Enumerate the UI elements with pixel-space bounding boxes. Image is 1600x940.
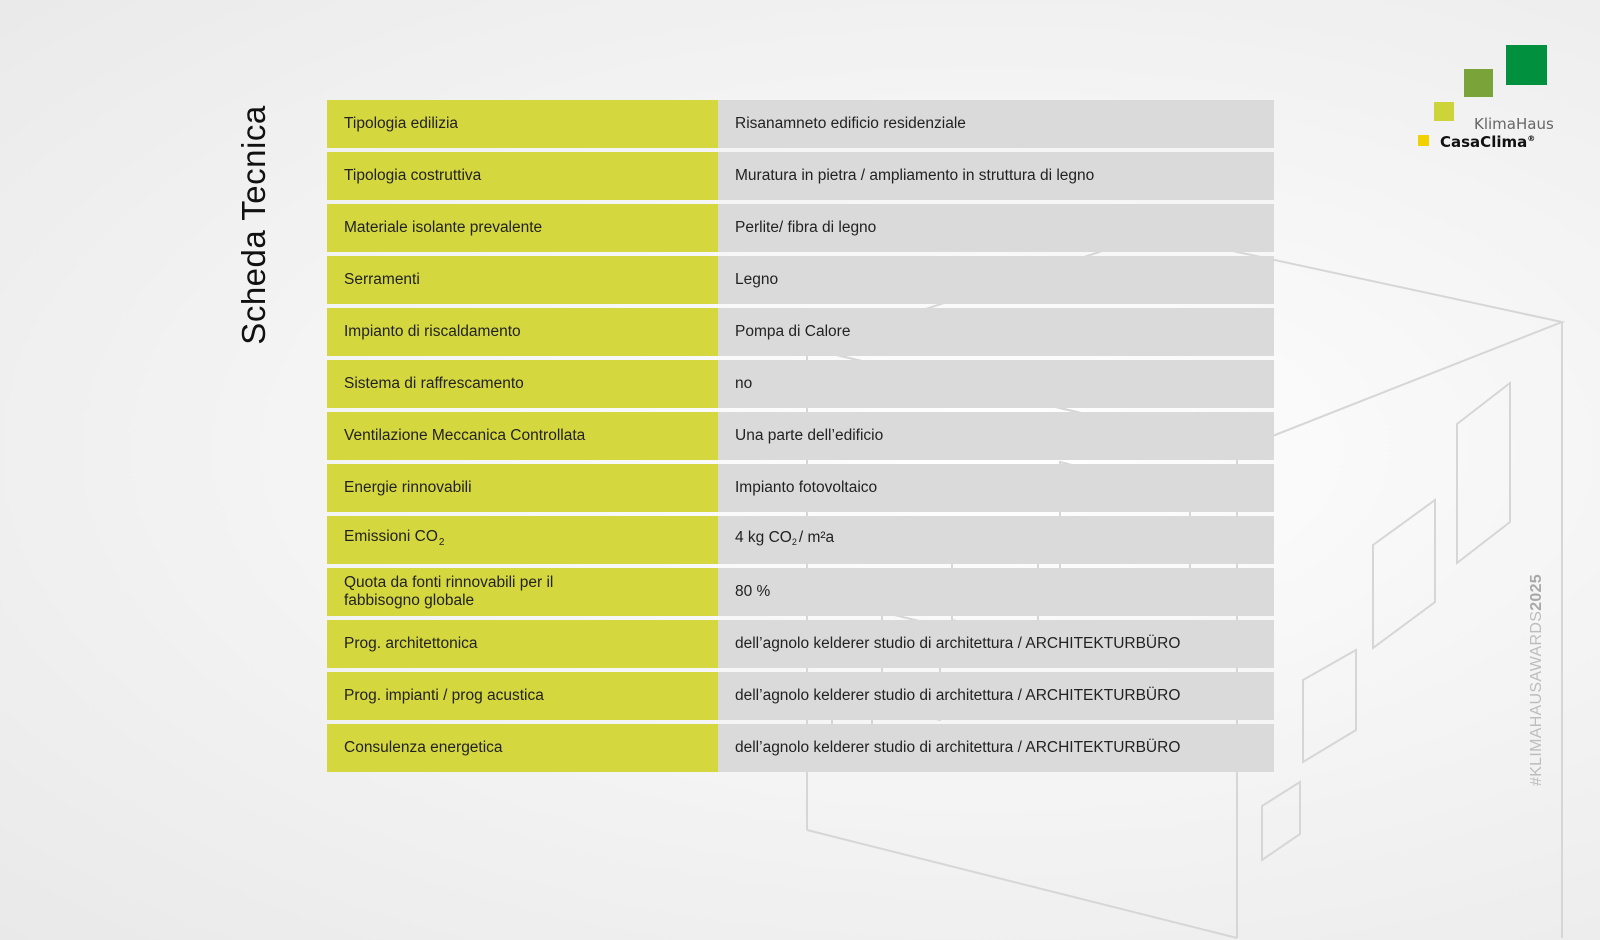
row-label: Prog. impianti / prog acustica (327, 672, 718, 720)
logo-casaclima-word: CasaClima (1440, 133, 1528, 151)
row-value: no (718, 360, 1274, 408)
row-label-line2: fabbisogno globale (344, 592, 475, 609)
row-value: dell’agnolo kelderer studio di architettura / ARCHITEKTURBÜRO (718, 672, 1274, 720)
row-label: Tipologia edilizia (327, 100, 718, 148)
row-value-subscript: 2 (791, 537, 797, 547)
row-value: Una parte dell’edificio (718, 412, 1274, 460)
spec-table (327, 96, 1274, 776)
row-label: Consulenza energetica (327, 724, 718, 772)
row-label (327, 568, 718, 616)
table-row (327, 672, 1274, 720)
row-label: Prog. architettonica (327, 620, 718, 668)
table-row (327, 620, 1274, 668)
registered-mark: ® (1527, 134, 1536, 143)
row-label: Materiale isolante prevalente (327, 204, 718, 252)
row-value: Risanamneto edificio residenziale (718, 100, 1274, 148)
table-row (327, 464, 1274, 512)
table-row (327, 152, 1274, 200)
klimahaus-casaclima-logo (1400, 40, 1560, 155)
row-value (718, 516, 1274, 564)
row-label: Impianto di riscaldamento (327, 308, 718, 356)
row-value: Impianto fotovoltaico (718, 464, 1274, 512)
hashtag-year: 2025 (1528, 573, 1545, 611)
row-label-main: Emissioni CO (344, 528, 438, 545)
logo-square-olive (1464, 69, 1493, 97)
page-title: Scheda Tecnica (235, 105, 272, 345)
row-label: Sistema di raffrescamento (327, 360, 718, 408)
table-row (327, 256, 1274, 304)
table-row (327, 724, 1274, 772)
row-label: Energie rinnovabili (327, 464, 718, 512)
row-label-subscript: 2 (438, 537, 445, 548)
row-value: Muratura in pietra / ampliamento in struttura di legno (718, 152, 1274, 200)
logo-square-dark-green (1506, 45, 1547, 85)
row-value: Pompa di Calore (718, 308, 1274, 356)
table-row (327, 308, 1274, 356)
hashtag-text: #KLIMAHAUSAWARDS (1528, 610, 1545, 787)
row-value: dell’agnolo kelderer studio di architettura / ARCHITEKTURBÜRO (718, 724, 1274, 772)
row-label (327, 516, 718, 564)
table-row (327, 360, 1274, 408)
row-label: Serramenti (327, 256, 718, 304)
table-row (327, 204, 1274, 252)
row-label-line1: Quota da fonti rinnovabili per il (344, 574, 554, 591)
hashtag-awards (1528, 574, 1546, 786)
row-value: 80 % (718, 568, 1274, 616)
row-value: Perlite/ fibra di legno (718, 204, 1274, 252)
logo-text-klimahaus: KlimaHaus (1474, 115, 1554, 133)
row-value-main: 4 kg CO (735, 529, 792, 546)
row-label: Tipologia costruttiva (327, 152, 718, 200)
table-row (327, 568, 1274, 616)
row-value-unit: / m²a (798, 529, 835, 546)
row-value: Legno (718, 256, 1274, 304)
table-row (327, 516, 1274, 564)
row-label: Ventilazione Meccanica Controllata (327, 412, 718, 460)
logo-text-casaclima (1440, 133, 1535, 151)
table-row (327, 100, 1274, 148)
table-row (327, 412, 1274, 460)
row-value: dell’agnolo kelderer studio di architettura / ARCHITEKTURBÜRO (718, 620, 1274, 668)
logo-square-yellow (1418, 135, 1429, 146)
logo-square-lime (1434, 102, 1454, 121)
